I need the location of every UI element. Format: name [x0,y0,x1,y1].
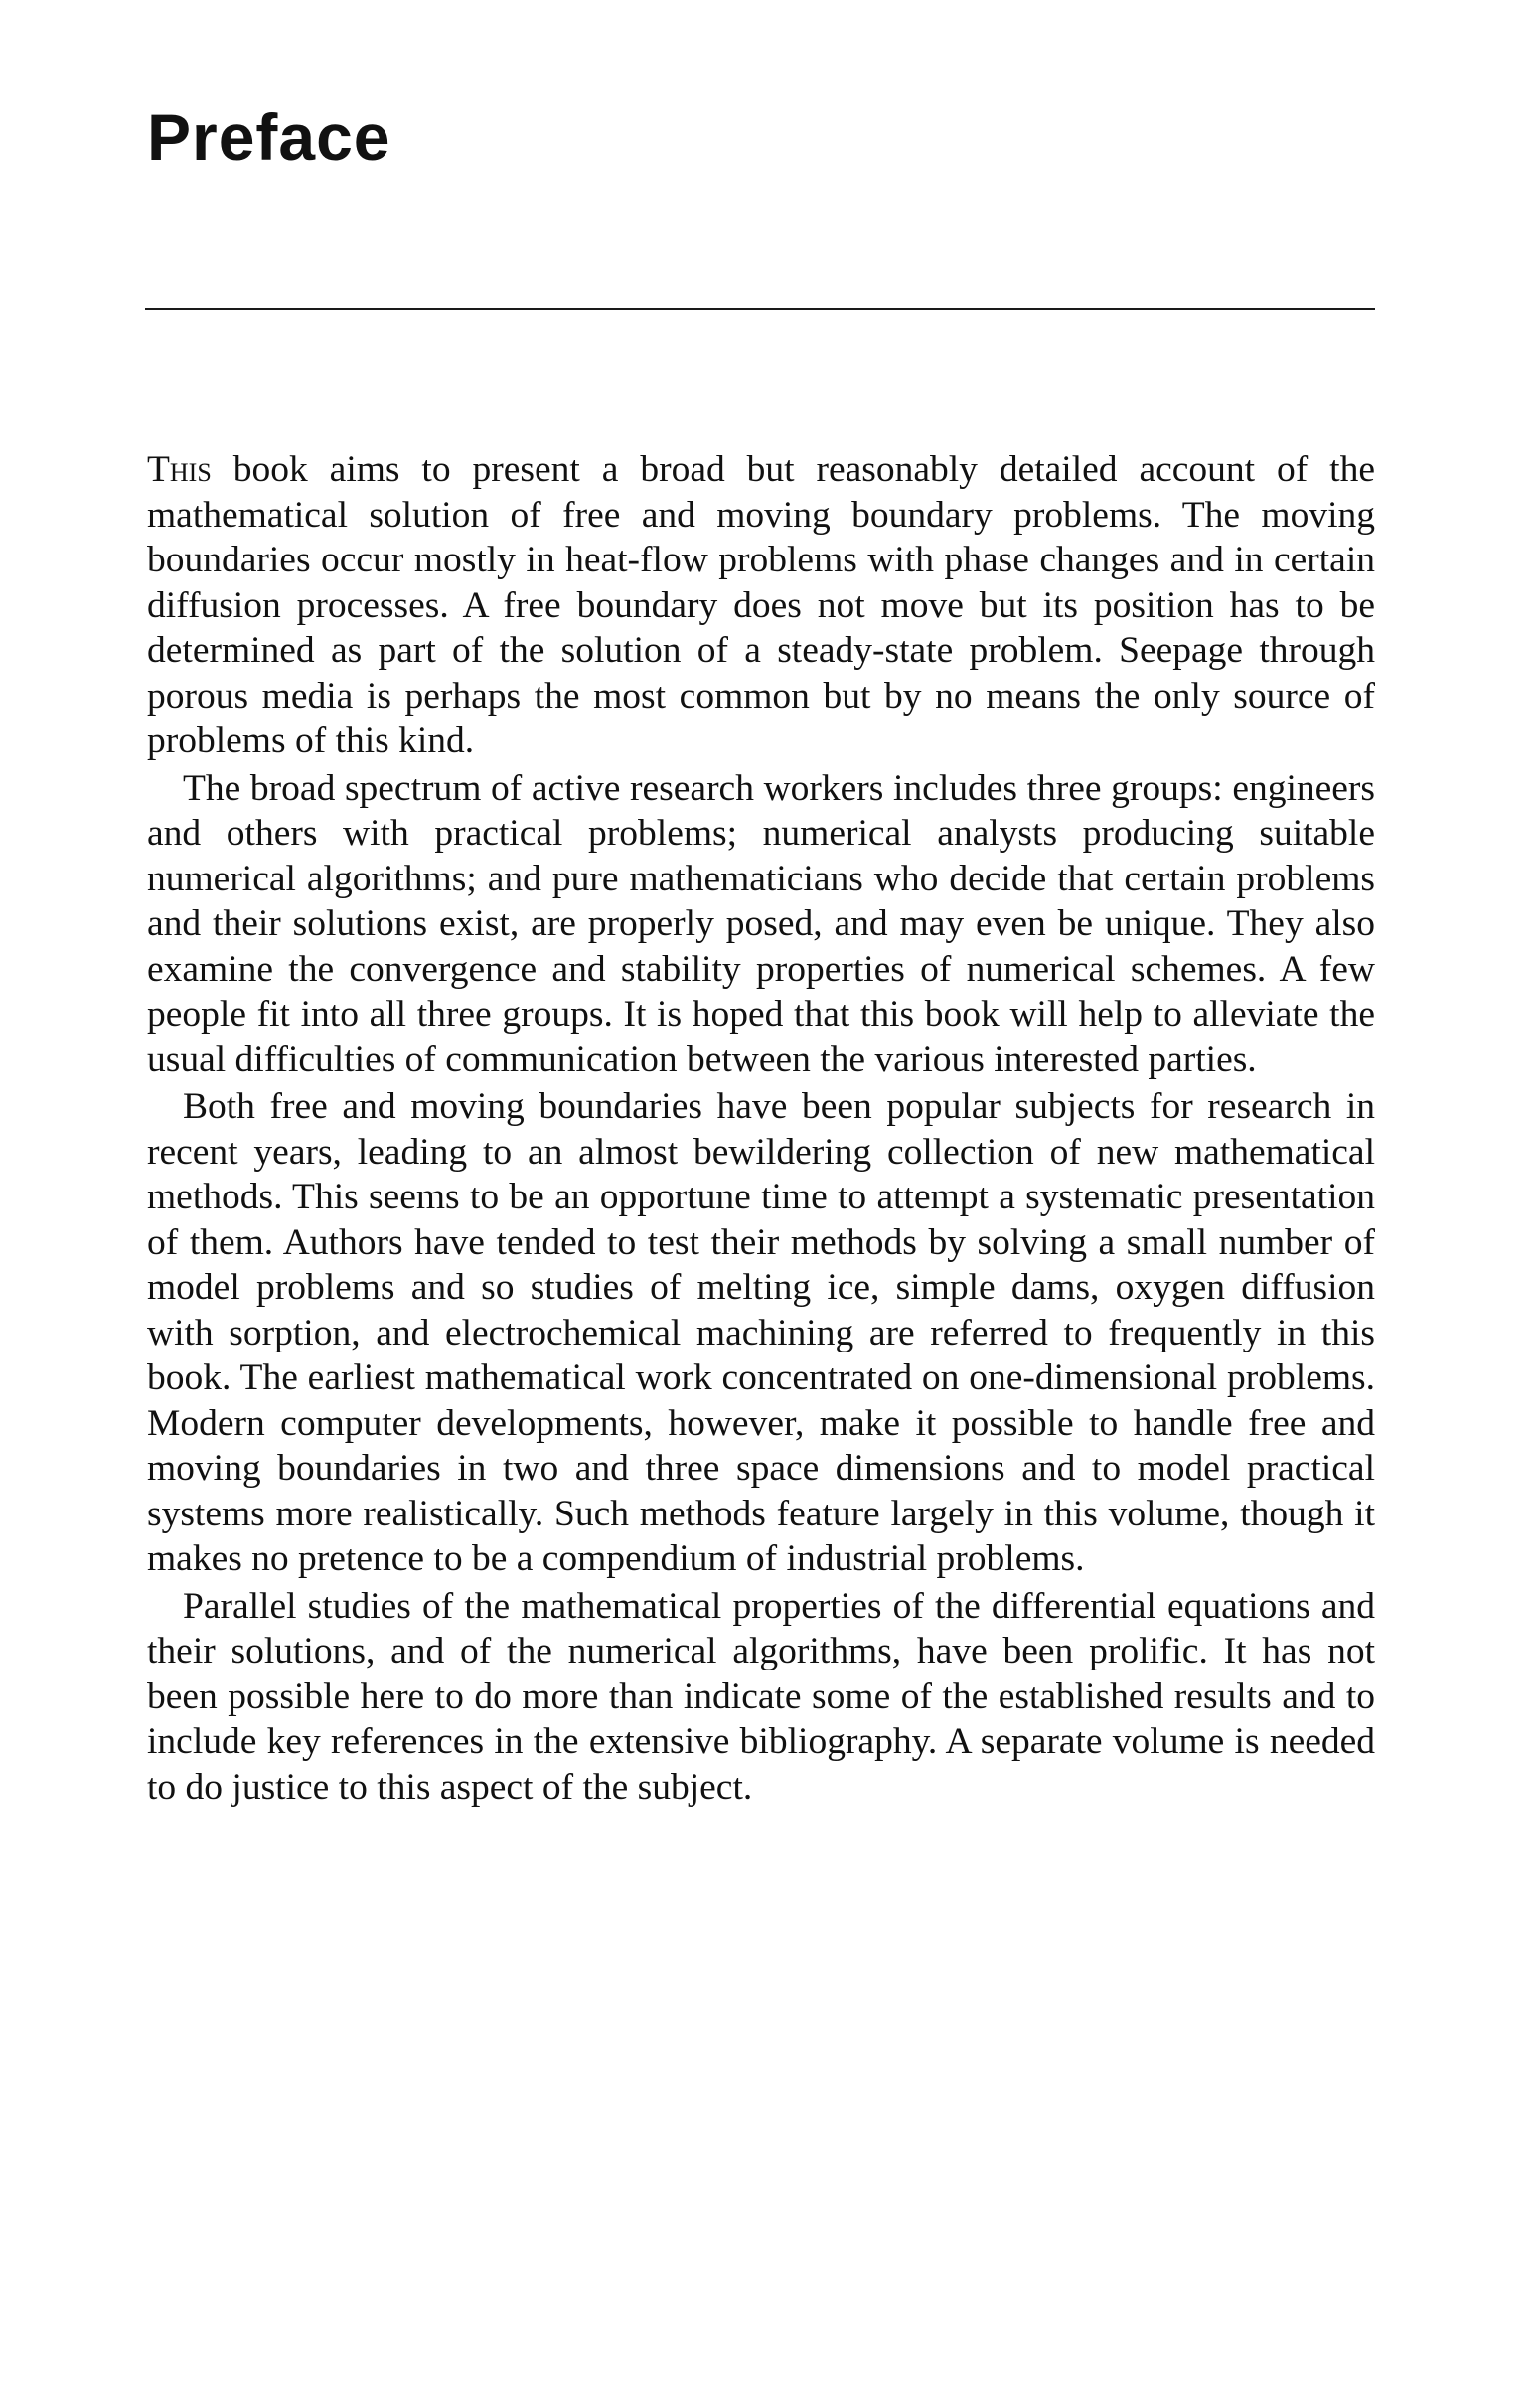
paragraph-4: Parallel studies of the mathematical properties of the differential equations and their solutions, and of the numerical algorithms, have been prolific. It has not been possible here to do more than indicate some of the established results and to include key references in the extensive bibliography. A separate volume is needed to do justice to this aspect of the subject. [147,1585,1375,1808]
paragraph-1 [147,447,1375,764]
paragraph-2: The broad spectrum of active research workers includes three groups: engineers and others with practical problems; numerical analysts producing suitable numerical algorithms; and pure mathematicians who decide that certain problems and their solutions exist, are properly posed, and may even be unique. They also examine the convergence and stability properties of numerical schemes. A few people fit into all three groups. It is hoped that this book will help to alleviate the usual difficulties of communication between the various interested parties. [147,767,1375,1080]
preface-body [147,447,1375,1812]
paragraph-3: Both free and moving boundaries have been popular subjects for research in recent years, leading to an almost bewildering collection of new mathematical methods. This seems to be an opportune time to attempt a systematic presentation of them. Authors have tended to test their methods by solving a small number of model problems and so studies of melting ice, simple dams, oxygen diffusion with sorption, and electrochemical machining are referred to frequently in this book. The earliest mathematical work concentrated on one-dimensional problems. Modern computer developments, however, make it possible to handle free and moving boundaries in two and three space dimensions and to model practical systems more realistically. Such methods feature largely in this volume, though it makes no pretence to be a compendium of industrial problems. [147,1086,1375,1579]
paragraph-1-text: book aims to present a broad but reasonably detailed account of the mathematical solution of free and moving boundary problems. The moving boundaries occur mostly in heat-flow problems with phase changes and in certain diffusion processes. A free boundary does not move but its position has to be determined as part of the solution of a steady-state problem. Seepage through porous media is perhaps the most common but by no means the only source of problems of this kind. [147,449,1375,761]
title-rule [145,308,1375,310]
opening-word: This [147,449,212,490]
page-title: Preface [147,100,391,174]
